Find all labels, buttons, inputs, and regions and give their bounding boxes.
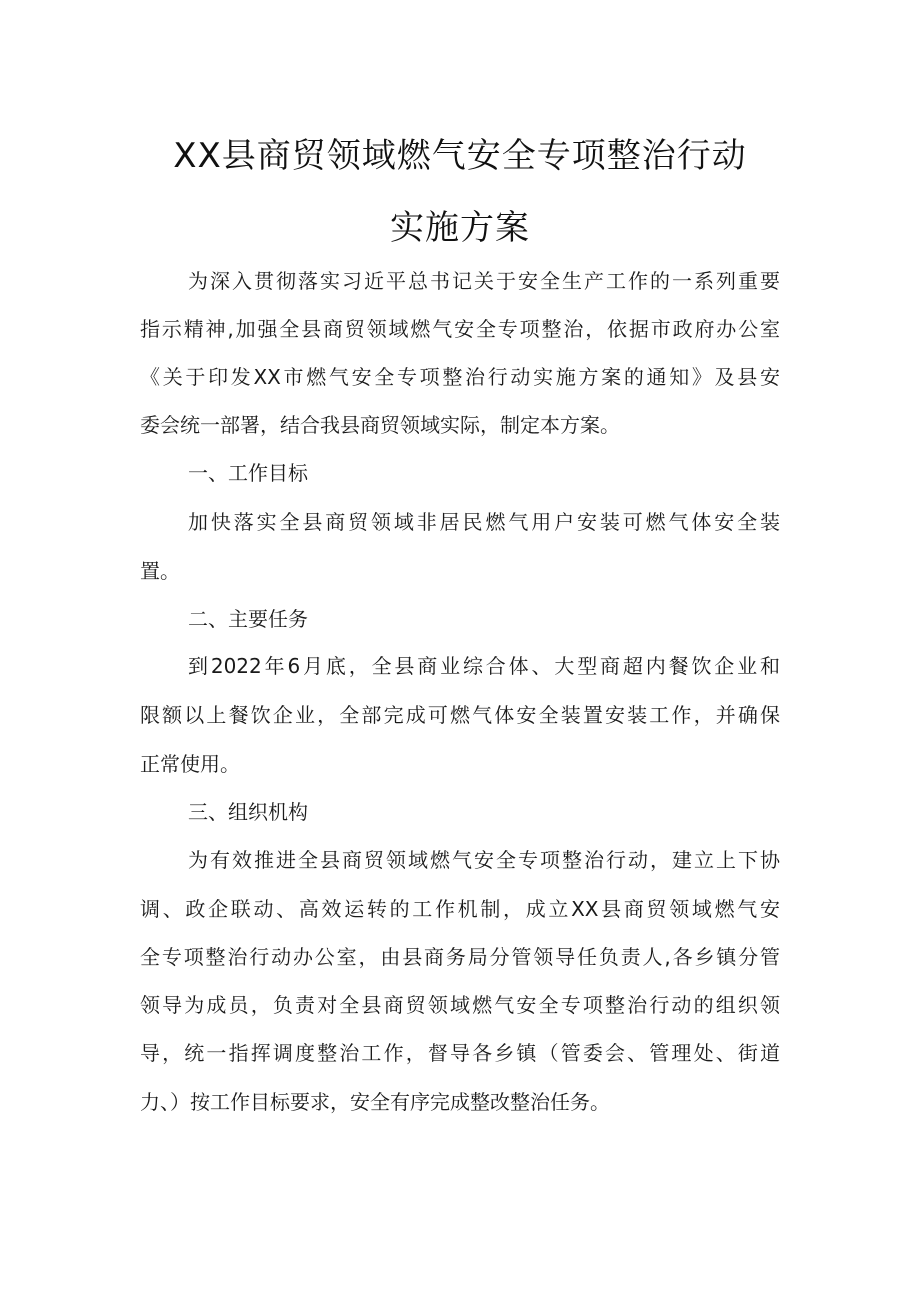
intro-line: 为深入贯彻落实习近平总书记关于安全生产工作的一系列重要 [188, 269, 780, 293]
section-heading-goal: 一、工作目标 [188, 461, 308, 485]
org-line: 调、政企联动、高效运转的工作机制，成立XX县商贸领域燃气安 [140, 897, 780, 921]
intro-line: 《关于印发XX市燃气安全专项整治行动实施方案的通知》及县安 [140, 365, 780, 389]
org-line: 全专项整治行动办公室，由县商务局分管领导任负责人,各乡镇分管 [140, 945, 780, 969]
task-line: 到2022年6月底，全县商业综合体、大型商超内餐饮企业和 [188, 654, 780, 678]
document-title-line-1: XX县商贸领域燃气安全专项整治行动 [173, 136, 747, 176]
intro-line: 委会统一部署，结合我县商贸领域实际，制定本方案。 [140, 413, 620, 437]
org-line: 力、）按工作目标要求，安全有序完成整改整治任务。 [140, 1090, 610, 1114]
intro-line: 指示精神,加强全县商贸领域燃气安全专项整治，依据市政府办公室 [140, 317, 780, 341]
section-heading-org: 三、组织机构 [188, 800, 308, 824]
task-line: 限额以上餐饮企业，全部完成可燃气体安全装置安装工作，并确保 [140, 703, 780, 727]
org-line: 领导为成员，负责对全县商贸领域燃气安全专项整治行动的组织领 [140, 993, 780, 1017]
goal-line: 置。 [140, 559, 180, 583]
section-heading-task: 二、主要任务 [188, 607, 308, 631]
org-line: 导，统一指挥调度整治工作，督导各乡镇（管委会、管理处、街道 [140, 1041, 780, 1065]
goal-line: 加快落实全县商贸领域非居民燃气用户安装可燃气体安全装 [188, 510, 780, 534]
task-line: 正常使用。 [140, 752, 240, 776]
org-line: 为有效推进全县商贸领域燃气安全专项整治行动，建立上下协 [188, 848, 780, 872]
document-title-line-2: 实施方案 [390, 208, 530, 248]
